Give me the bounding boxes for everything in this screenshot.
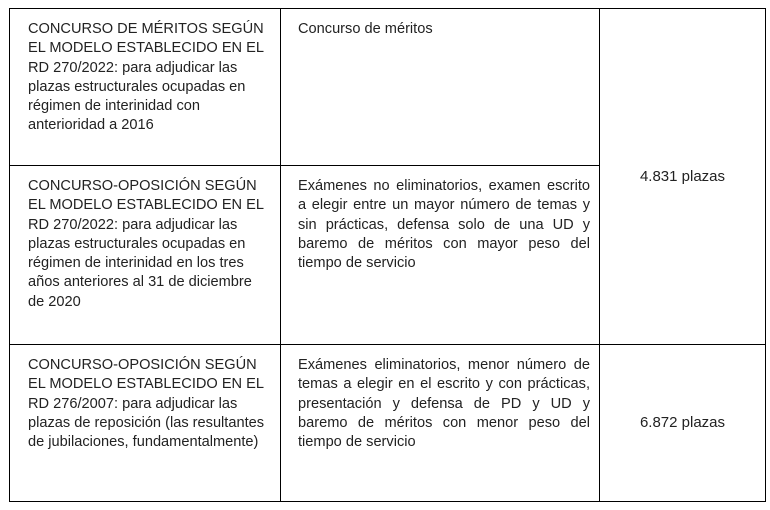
places-count: 4.831 plazas (639, 167, 726, 185)
procedure-text: CONCURSO-OPOSICIÓN SEGÚN EL MODELO ESTABLECIDO EN EL RD 270/2022: para adjudicar las plazas estructurales ocupadas en régimen de interinidad en los tres años anteriores al 31 de diciembre de 2020 (28, 178, 264, 310)
procedure-text: CONCURSO-OPOSICIÓN SEGÚN EL MODELO ESTABLECIDO EN EL RD 276/2007: para adjudicar las plazas de reposición (las resultantes de jubilaciones, fundamentalmente) (28, 357, 265, 451)
description-text: Concurso de méritos (298, 21, 433, 37)
procedure-cell (10, 9, 281, 166)
description-text: Exámenes no eliminatorios, examen escrito a elegir entre un mayor número de temas y sin prácticas, defensa solo de una UD y baremo de méritos con mayor peso del tiempo de servicio (298, 178, 590, 272)
procedure-text: CONCURSO DE MÉRITOS SEGÚN EL MODELO ESTABLECIDO EN EL RD 270/2022: para adjudicar las plazas estructurales ocupadas en régimen de interinidad con anterioridad a 2016 (28, 21, 264, 134)
places-cell (600, 9, 766, 345)
procedure-cell (10, 345, 281, 502)
places-count: 6.872 plazas (639, 414, 726, 432)
table-row (10, 9, 766, 166)
procedure-cell (10, 166, 281, 345)
description-cell (281, 9, 600, 166)
places-cell (600, 345, 766, 502)
comparison-table (9, 8, 766, 502)
description-cell (281, 166, 600, 345)
description-text: Exámenes eliminatorios, menor número de temas a elegir en el escrito y con prácticas, presentación y defensa de PD y UD y baremo de méritos con menor peso del tiempo de servicio (298, 357, 590, 451)
table-row (10, 345, 766, 502)
description-cell (281, 345, 600, 502)
